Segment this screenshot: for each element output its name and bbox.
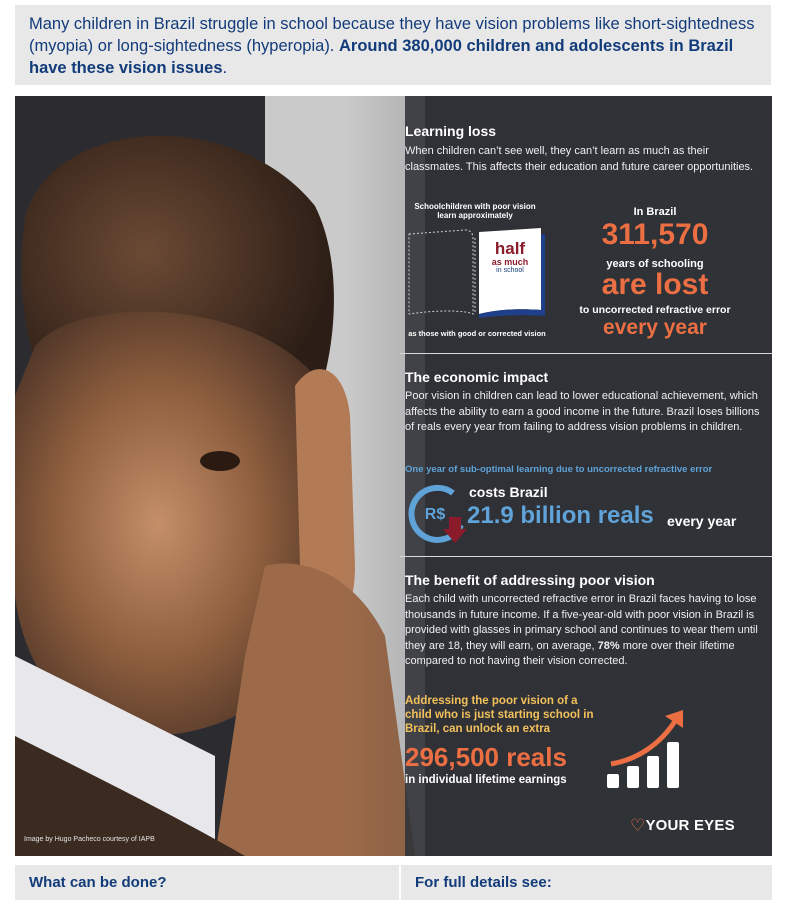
- footer-full-details: For full details see:: [401, 865, 772, 900]
- learning-loss-body: When children can’t see well, they can’t learn as much as their classmates. This affects their education and future career opportunities.: [405, 145, 754, 173]
- book-caption-bottom: as those with good or corrected vision: [408, 329, 546, 338]
- every-year: every year: [603, 316, 707, 339]
- book-half-label: [479, 240, 541, 274]
- benefit-body: [405, 592, 760, 670]
- logo-text: YOUR EYES: [645, 817, 735, 834]
- benefit-body-2: more over their lifetime compared to not having their vision corrected.: [405, 639, 735, 667]
- benefit-unlock: Addressing the poor vision of a child who is just starting school in Brazil, can unlock an extra: [405, 695, 594, 735]
- intro-bold-text: Around 380,000 children and adolescents in Brazil have these vision issues: [29, 37, 734, 77]
- years-label: years of schooling: [606, 258, 704, 270]
- benefit-amount-label: in individual lifetime earnings: [405, 774, 567, 786]
- economic-every-year: every year: [667, 513, 737, 529]
- benefit-amount: 296,500 reals: [405, 742, 567, 772]
- divider-1: [400, 353, 772, 354]
- due-to-label: to uncorrected refractive error: [579, 304, 731, 316]
- book-in-school: in school: [496, 267, 524, 274]
- intro-text: Many children in Brazil struggle in school because they have vision problems like short-sightedness (myopia) or long-sightedness (hyperopia).: [29, 15, 755, 55]
- economic-highlight: One year of sub-optimal learning due to uncorrected refractive error: [405, 464, 713, 475]
- infographic-hero: [15, 96, 772, 856]
- book-caption-top: Schoolchildren with poor vision learn approximately: [414, 202, 536, 220]
- in-brazil: In Brazil: [633, 206, 677, 218]
- your-eyes-logo: [630, 816, 735, 836]
- benefit-title: The benefit of addressing poor vision: [405, 572, 655, 588]
- currency-symbol: R$: [424, 506, 446, 523]
- book-icon: [405, 224, 555, 324]
- book-half: half: [494, 239, 526, 258]
- benefit-body-1: Each child with uncorrected refractive error in Brazil faces having to lose thousands in future income. If a five-year-old with poor vision in Brazil is provided with glasses in primary school and continues to wear them until they are 18, they will earn, on average,: [405, 593, 758, 652]
- footer-what-can-be-done: What can be done?: [15, 865, 399, 900]
- costs-label: costs Brazil: [469, 484, 548, 500]
- earnings-growth-icon: [605, 708, 695, 790]
- info-panel: [405, 96, 772, 856]
- learning-loss-title: Learning loss: [405, 123, 497, 139]
- heart-icon: ♡: [630, 816, 646, 835]
- book-as-much: as much: [491, 257, 529, 267]
- are-lost: are lost: [601, 268, 709, 301]
- economic-body: Poor vision in children can lead to lower educational achievement, which affects the ability to earn a good income in the future. Brazil loses billions of reals every year from failing to address vision problems in children.: [405, 390, 760, 433]
- economic-amount: 21.9 billion reals: [467, 502, 654, 529]
- years-number: 311,570: [601, 218, 709, 251]
- divider-2: [400, 556, 772, 557]
- benefit-body-pct: 78%: [597, 639, 620, 652]
- intro-end: .: [222, 59, 228, 77]
- intro-box: [15, 5, 771, 85]
- economic-title: The economic impact: [405, 369, 549, 385]
- photo-credit: Image by Hugo Pacheco courtesy of IAPB: [24, 836, 155, 843]
- currency-loss-icon: [405, 481, 475, 551]
